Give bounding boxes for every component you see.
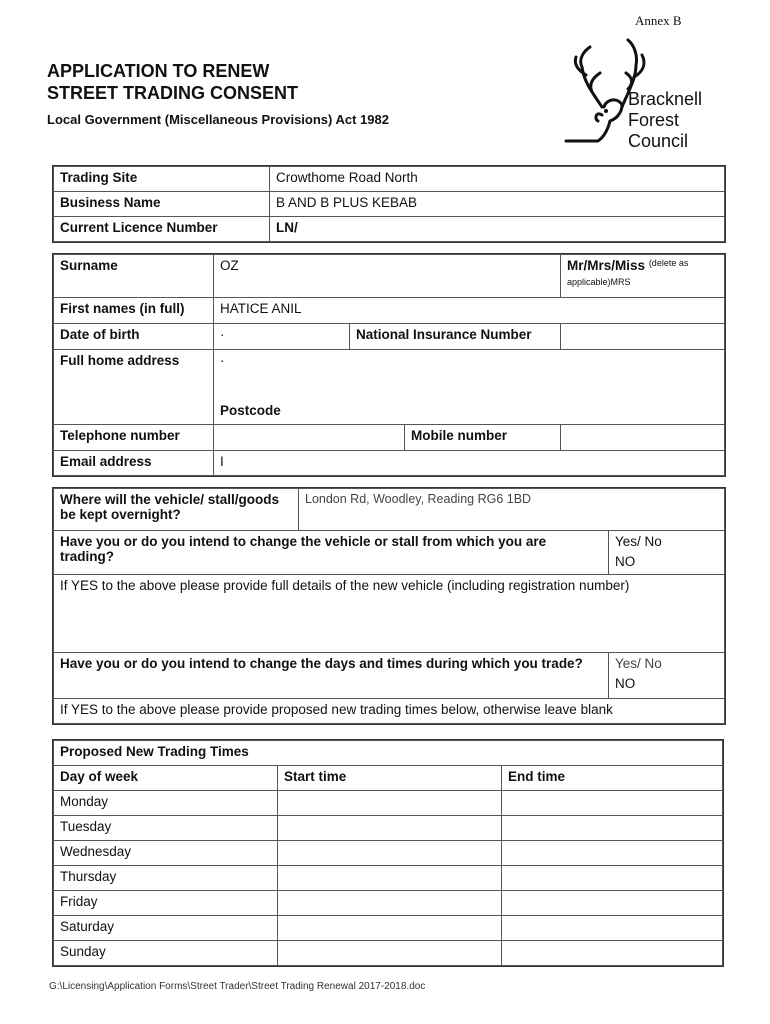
business-name-field[interactable]: B AND B PLUS KEBAB <box>270 192 725 217</box>
day-cell: Friday <box>54 891 278 916</box>
council-logo-text <box>628 89 702 152</box>
mobile-label: Mobile number <box>405 425 561 451</box>
form-title <box>47 60 298 104</box>
trading-site-field[interactable]: Crowthome Road North <box>270 167 725 192</box>
start-time-field[interactable] <box>278 891 502 916</box>
table-row <box>54 916 723 941</box>
table-row <box>54 941 723 966</box>
site-table <box>53 166 725 242</box>
day-column-header: Day of week <box>54 766 278 791</box>
surname-label: Surname <box>54 255 214 298</box>
ni-field[interactable] <box>561 324 725 350</box>
end-time-field[interactable] <box>502 866 723 891</box>
day-cell: Wednesday <box>54 841 278 866</box>
day-cell: Thursday <box>54 866 278 891</box>
change-times-options: Yes/ No <box>615 656 662 671</box>
change-vehicle-answer[interactable] <box>609 531 725 575</box>
day-cell: Tuesday <box>54 816 278 841</box>
logo-word-2: Forest <box>628 110 680 130</box>
title-note: (delete as <box>648 258 689 268</box>
address-label: Full home address <box>54 350 214 425</box>
start-time-field[interactable] <box>278 941 502 966</box>
overnight-field[interactable]: London Rd, Woodley, Reading RG6 1BD <box>299 489 725 531</box>
title-field[interactable] <box>561 255 725 298</box>
start-time-field[interactable] <box>278 816 502 841</box>
table-row <box>54 791 723 816</box>
day-cell: Monday <box>54 791 278 816</box>
change-vehicle-options: Yes/ No <box>615 534 662 549</box>
end-time-field[interactable] <box>502 891 723 916</box>
first-names-label: First names (in full) <box>54 298 214 324</box>
start-time-field[interactable] <box>278 916 502 941</box>
title-value: applicable)MRS <box>567 277 631 287</box>
title-line-1: APPLICATION TO RENEW <box>47 61 270 81</box>
end-column-header: End time <box>502 766 723 791</box>
site-section <box>52 165 726 243</box>
trading-times-table <box>53 740 723 966</box>
end-time-field[interactable] <box>502 841 723 866</box>
start-time-field[interactable] <box>278 841 502 866</box>
trading-site-label: Trading Site <box>54 167 270 192</box>
table-row <box>54 841 723 866</box>
change-times-question: Have you or do you intend to change the days and times during which you trade? <box>54 653 609 699</box>
table-row <box>54 891 723 916</box>
change-vehicle-value: NO <box>615 554 636 569</box>
dob-field[interactable]: · <box>214 324 350 350</box>
mobile-field[interactable] <box>561 425 725 451</box>
dob-label: Date of birth <box>54 324 214 350</box>
end-time-field[interactable] <box>502 791 723 816</box>
start-time-field[interactable] <box>278 791 502 816</box>
vehicle-table <box>53 488 725 724</box>
licence-number-field[interactable]: LN/ <box>270 217 725 242</box>
email-field[interactable]: I <box>214 451 725 476</box>
trading-times-section <box>52 739 724 967</box>
licence-number-label: Current Licence Number <box>54 217 270 242</box>
trading-times-note: If YES to the above please provide proposed new trading times below, otherwise leave blank <box>54 699 725 724</box>
annex-label: Annex B <box>635 13 682 28</box>
ni-label: National Insurance Number <box>350 324 561 350</box>
end-time-field[interactable] <box>502 941 723 966</box>
end-time-field[interactable] <box>502 816 723 841</box>
applicant-section <box>52 253 726 477</box>
table-row <box>54 866 723 891</box>
end-time-field[interactable] <box>502 916 723 941</box>
table-row <box>54 816 723 841</box>
trading-times-heading: Proposed New Trading Times <box>54 741 723 766</box>
day-cell: Sunday <box>54 941 278 966</box>
address-field[interactable] <box>214 350 725 425</box>
telephone-field[interactable] <box>214 425 405 451</box>
surname-field[interactable]: OZ <box>214 255 561 298</box>
vehicle-section <box>52 487 726 725</box>
title-label: Mr/Mrs/Miss <box>567 258 646 273</box>
logo-word-1: Bracknell <box>628 89 703 109</box>
vehicle-details-field[interactable]: If YES to the above please provide full details of the new vehicle (including registration number) <box>54 575 725 653</box>
title-line-2: STREET TRADING CONSENT <box>47 83 299 103</box>
business-name-label: Business Name <box>54 192 270 217</box>
email-label: Email address <box>54 451 214 476</box>
change-vehicle-question: Have you or do you intend to change the vehicle or stall from which you are trading? <box>54 531 609 575</box>
act-subtitle: Local Government (Miscellaneous Provisions) Act 1982 <box>47 112 389 127</box>
postcode-label: Postcode <box>220 403 281 418</box>
overnight-label: Where will the vehicle/ stall/goods be kept overnight? <box>54 489 299 531</box>
day-cell: Saturday <box>54 916 278 941</box>
change-times-value: NO <box>615 676 636 691</box>
start-column-header: Start time <box>278 766 502 791</box>
first-names-field[interactable]: HATICE ANIL <box>214 298 725 324</box>
start-time-field[interactable] <box>278 866 502 891</box>
logo-word-3: Council <box>628 131 689 151</box>
telephone-label: Telephone number <box>54 425 214 451</box>
applicant-table <box>53 254 725 476</box>
file-path-footer: G:\Licensing\Application Forms\Street Trader\Street Trading Renewal 2017-2018.doc <box>49 981 426 992</box>
address-value: · <box>220 353 225 368</box>
change-times-answer[interactable] <box>609 653 725 699</box>
